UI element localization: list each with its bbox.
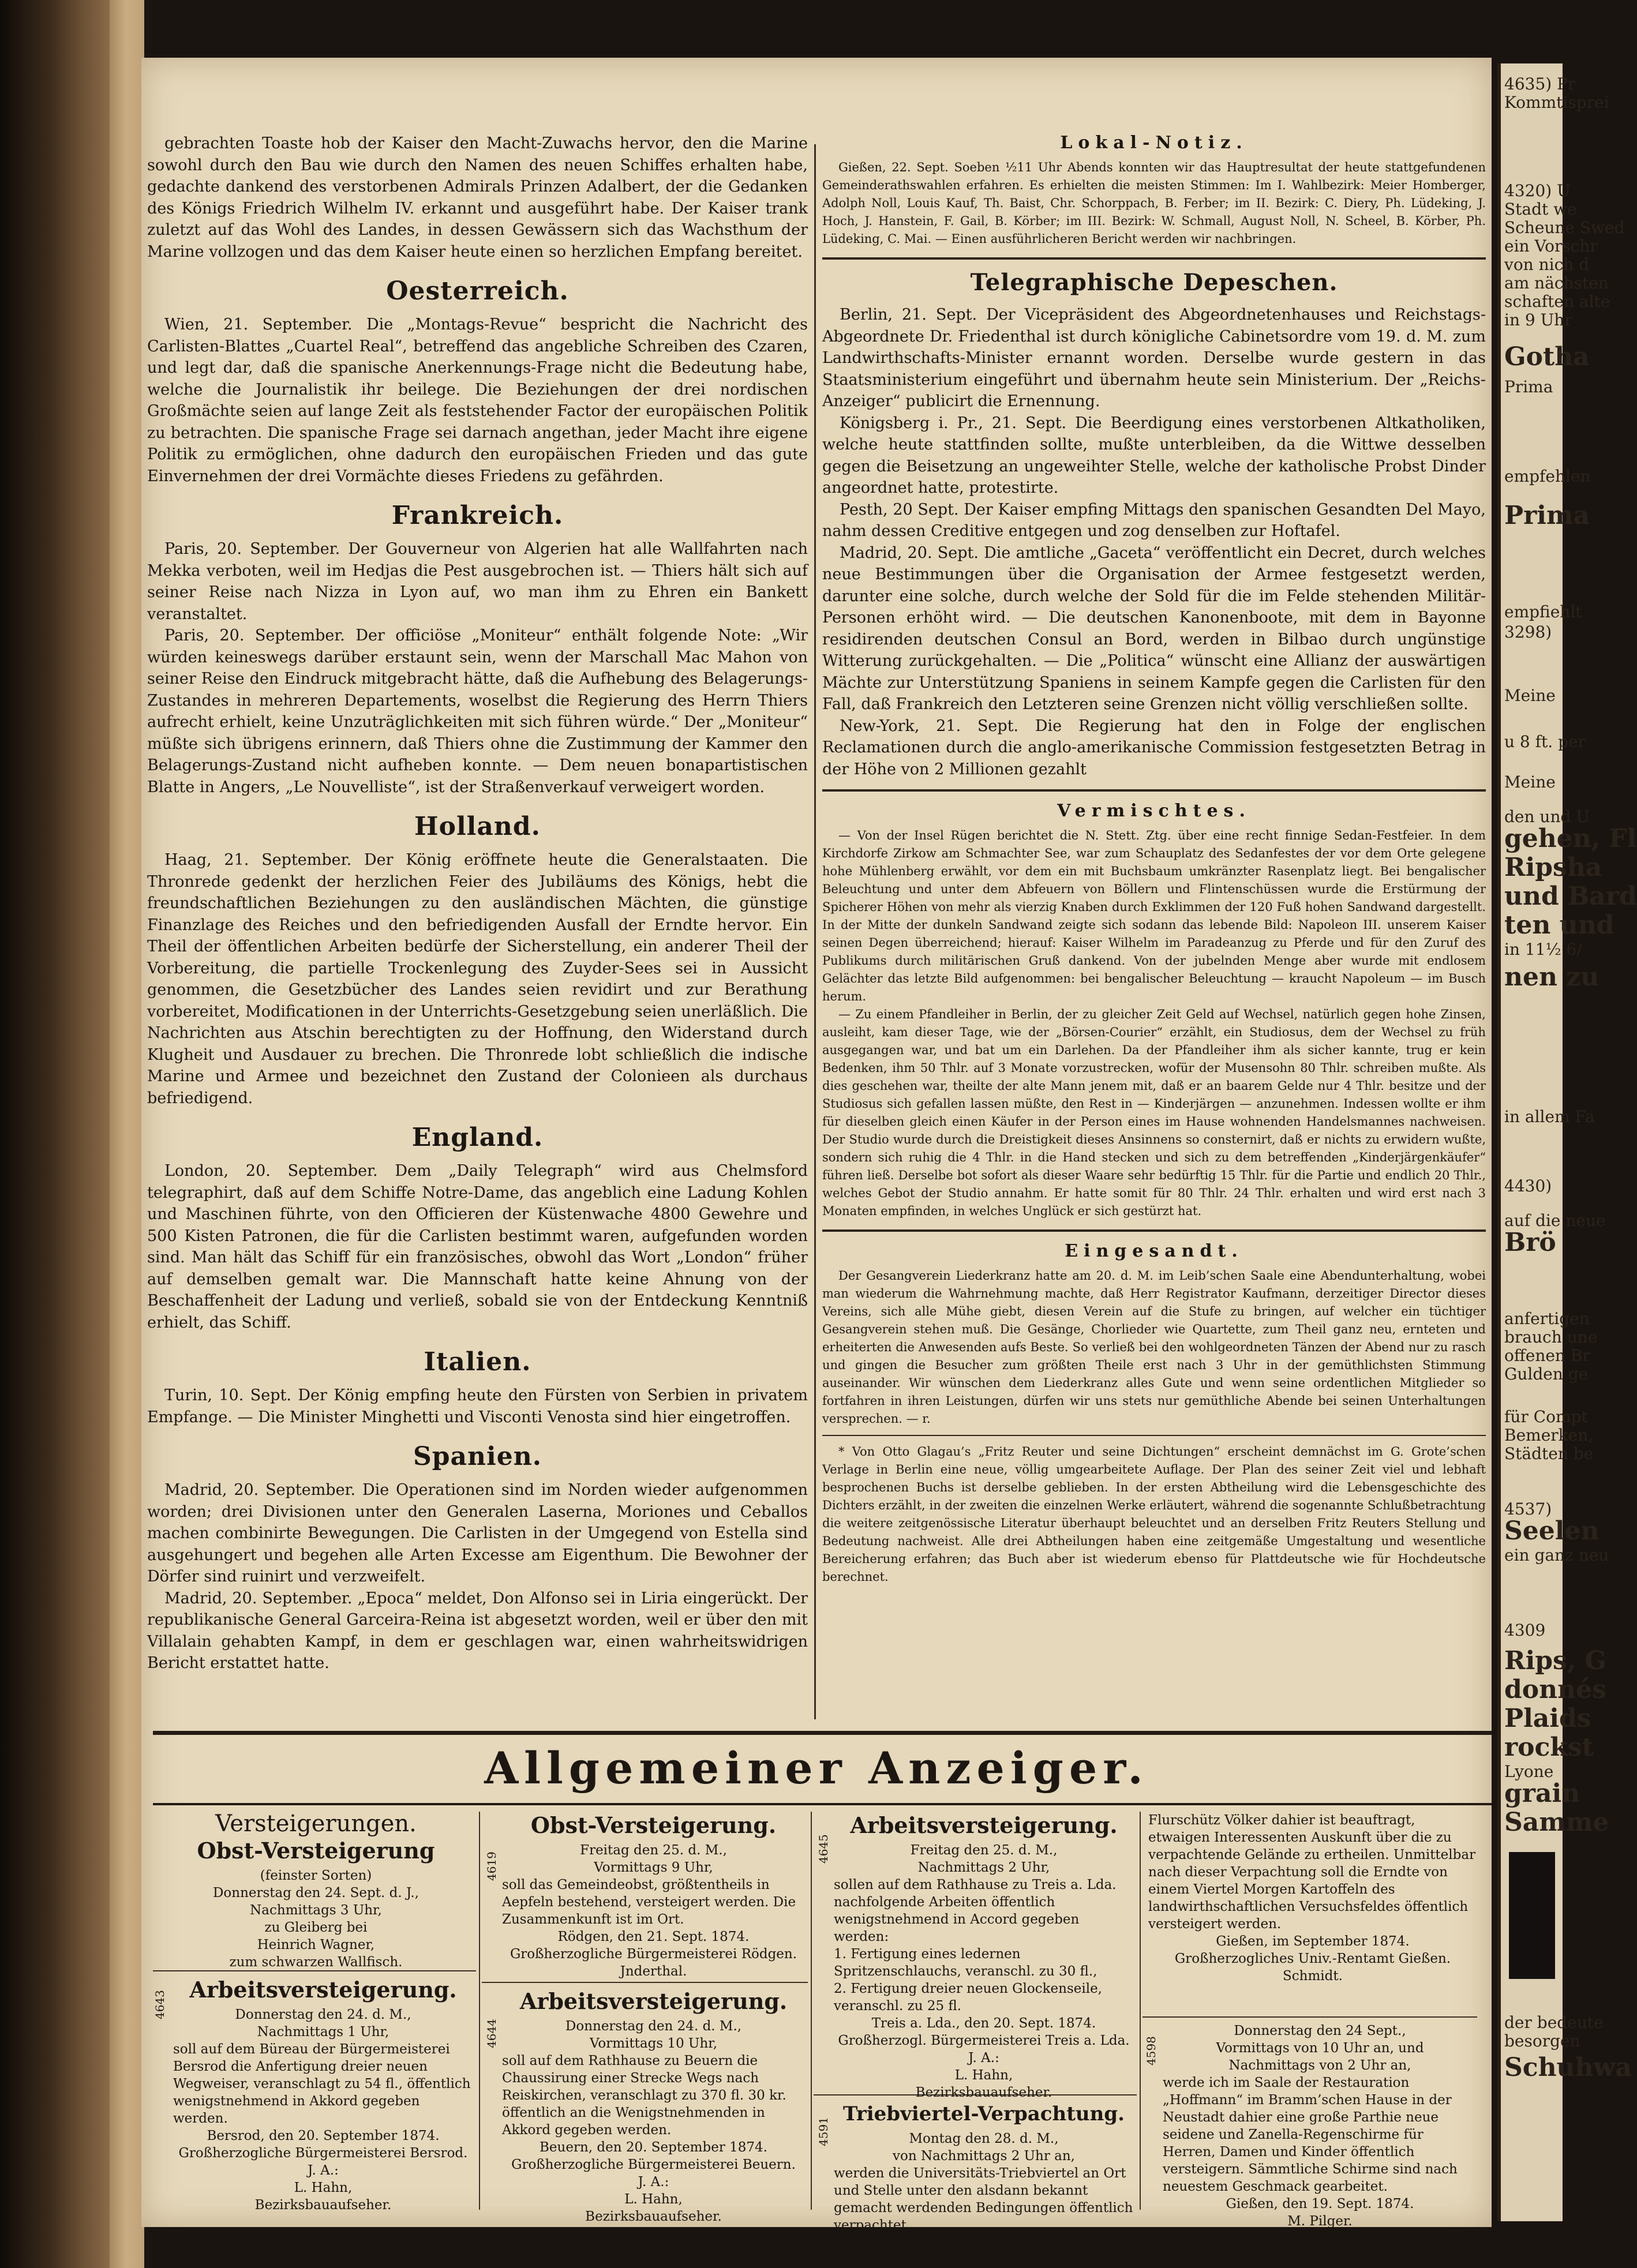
ad-line: Rödgen, den 21. Sept. 1874. [557,1929,750,1944]
article-turin: Turin, 10. Sept. Der König empfing heute den Fürsten von Serbien in privatem Empfange. — Die Minister Minghetti und Visconti Venosta sind hier eingetroffen. [147,1386,808,1426]
ad-line: J. A.: [968,2050,999,2065]
ad-line: Vormittags 10 Uhr, [589,2036,718,2051]
article-pfandleiher: — Zu einem Pfandleiher in Berlin, der zu gleicher Zeit Geld auf Wechsel, natürlich gegen hohe Zinsen, ausleiht, kam dieser Tage, wie der „Börsen-Courier“ erzählt, ein Studiosus, dem der Wechsel zu früh ausgegangen war, und bat um ein Darlehen. Da der Pfandleiher ihm als sicher kannte, trug er kein Bedenken, ihm 50 Thlr. auf 3 Monate vorzustrecken, wofür der Musensohn 80 Thlr. schreiben mußte. Als dies geschehen war, theilte der alte Mann jenem mit, daß er an baarem Gelde nur 4 Thlr. besitze und der Studiosus sich gefallen lassen müßte, den Rest in — Kinderjärgen — anzunehmen. Indessen wollte er ihm für dieselben gleich einen Käufer in der Person eines im Hause wohnenden Handelsmannes nachweisen. Der Studio wurde durch die Dreistigkeit dieses Ansinnens so consternirt, daß er nichts zu erwidern wußte, sondern sich ruhig die 4 Thlr. in die Hand stecken und sich zu dem betreffenden „Kinderjärgenkäufer“ führen ließ. Derselbe bot sofort als dieser Waare sehr bedürftig 15 Thlr. für die Partie und endlich 20 Thlr., welches Gebot der Studio annahm. Er hatte somit für 80 Thlr. 24 Thlr. erhalten und wird erst nach 3 Monaten empfinden, in welches Unglück er sich gestürzt hat. [822,1007,1486,1218]
fragment: Rips, G [1504,1646,1607,1675]
fragment: empfiehlt [1504,602,1582,621]
fragment: 4320) U [1504,181,1571,200]
ad-title: Triebviertel-Verpachtung. [843,2102,1125,2125]
fragment: 4537) [1504,1499,1552,1519]
anzeiger-bottom-rule [153,1803,1492,1805]
right-column [822,127,1486,1719]
ad-line: Großherzogliche Bürgermeisterei Beuern. [511,2157,796,2172]
fragment: ein ganz neu [1504,1546,1609,1565]
fragment: Kommtisprei [1504,93,1609,112]
ad-line: Großherzogl. Bürgermeisterei Treis a. Lda. [838,2033,1130,2048]
fragment: 4430) [1504,1176,1552,1195]
fragment: schaften alte [1504,292,1610,311]
fragment: auf die neue [1504,1211,1606,1230]
article-wien: Wien, 21. September. Die „Montags-Revue“ bespricht die Nachricht des Carlisten-Blattes „Cuartel Real“, betreffend das angebliche Schreiben des Czaren, und legt dar, daß die spanische Anerkennungs-Frage nicht die Bedeutung habe, welche die Journalistik ihr beilege. Die Beziehungen der drei nordischen Großmächte seien auf lange Zeit als feststehender Factor der europäischen Politik zu betrachten. Die spanische Frage sei darnach angethan, jeder Macht ihre eigene Politik zu ermöglichen, ohne dadurch den europäischen Frieden und das gute Einvernehmen der drei Vormächte dieses Friedens zu gefährden. [147,316,808,485]
fragment: Seelen [1504,1516,1599,1546]
newspaper-page [141,58,1492,2233]
fragment: Meine [1504,686,1556,705]
fragment: offenen Br [1504,1346,1590,1365]
ad-line: sollen auf dem Rathhause zu Treis a. Lda. nachfolgende Arbeiten öffentlich wenigstnehmend in Accord gegeben werden: [834,1877,1117,1944]
ad-title: Arbeitsversteigerung. [189,1977,457,2003]
ad-title: Arbeitsversteigerung. [519,1988,788,2014]
ad-flurschuetz-voelker [1148,1812,1477,2014]
ad-number: 4591 [816,2117,830,2146]
fragment: gehen, Fl [1504,824,1637,853]
anzeiger-top-rule [153,1731,1492,1735]
fragment: am nächsten [1504,273,1609,293]
ad-line: Nachmittags 2 Uhr, [917,1860,1050,1875]
ad-line: Gießen, im September 1874. [1216,1934,1410,1949]
article-liederkranz: Der Gesangverein Liederkranz hatte am 20. d. M. im Leib’schen Saale eine Abendunterhaltung, wobei man wiederum die Wahrnehmung machte, daß Herr Registrator Kaufmann, derzeitiger Director dieses Vereins, sich alle Mühe giebt, diesen Verein auf die Stufe zu bringen, auf welcher ein tüchtiger Gesangverein stehen muß. Die Gesänge, Chorlieder wie Quartette, zum Theil ganz neu, ernteten und erheiterten die Anwesenden aufs Beste. So verließ bei den wohlgeordneten Tänzen der Abend nur zu rasch und gingen die Besucher zum größten Theile erst nach 3 Uhr in der gemüthlichsten Stimmung auseinander. Wir wünschen dem Liederkranz alles Gute und wenn seine ordentlichen Mitglieder so fortfahren in ihren Leistungen, dürfen wir uns stets nur gemüthliche Abende bei seinen Unterhaltungen versprechen. — r. [822,1269,1486,1426]
fragment: Schuhwa [1504,2053,1632,2082]
article-ruegen: — Von der Insel Rügen berichtet die N. Stett. Ztg. über eine recht finnige Sedan-Festfeier. In dem Kirchdorfe Zirkow am Schmachter See, war zum Schauplatz des Sedanfestes der vor dem Orte gelegene hohe Mühlenberg erwählt, vor dem ein mit Buchsbaum umkränzter Rasenplatz liegt. Bei bengalischer Beleuchtung und unter dem Abfeuern von Böllern und Flintenschüssen wurde die Erstürmung der Spicherer Höhen von mehr als vierzig Knaben durch Exklimmen der 120 Fuß hohen Sandwand dargestellt. In der Mitte der dunkeln Sandwand zeigte sich sodann das lebende Bild: Napoleon III. unserem Kaiser seinen Degen überreichend; hierauf: Kaiser Wilhelm im Paradeanzug zu Pferde und für den Zuruf des Publikums durch militärischen Gruß dankend. Von der jubelnden Menge aber wurde mit endlosem Gelächter das letzte Bild aufgenommen: bei bengalischer Beleuchtung — kraucht Napoleum — im Busch herum. [822,829,1486,1003]
fragment: Städten be [1504,1444,1594,1463]
fragment: Gotha [1504,342,1590,372]
ad-line: Freitag den 25. d. M., [580,1843,727,1858]
ad-line: M. Pilger. [1287,2214,1353,2229]
fragment: der bedeute [1504,2013,1604,2032]
ad-triebviertel-verpachtung [834,2100,1134,2233]
fragment: den und U [1504,807,1590,826]
ad-line: Freitag den 25. d. M., [910,1843,1058,1858]
ad-obst-versteigerung-roedgen [502,1812,805,1979]
heading-eingesandt: Eingesandt. [1065,1241,1243,1261]
fragment: Plaids [1504,1704,1591,1733]
ad-line: Vormittags 9 Uhr, [594,1860,713,1875]
ad-line: Großherzogliche Bürgermeisterei Bersrod. [178,2146,468,2161]
page-edge [110,0,144,2268]
book-binding [0,0,110,2268]
dark-block [1509,1852,1555,1979]
article-madrid-2: Madrid, 20. September. „Epoca“ meldet, Don Alfonso sei in Liria eingerückt. Der republikanische General Garceira-Reina ist abgesetzt worden, weil er über den mit Villalain gehabten Kampf, in dem er geschlagen war, einen wahrheitswidrigen Bericht erstattet hatte. [147,1589,808,1672]
ad-line: Jnderthal. [620,1964,687,1979]
fragment: Lyone [1504,1762,1554,1781]
ad-line: soll das Gemeindeobst, größtentheils in Aepfeln bestehend, versteigert werden. Die Zusammenkunft ist im Ort. [502,1877,796,1927]
fragment: u 8 ft. per [1504,732,1586,751]
fragment: donnés [1504,1675,1606,1704]
ad-divider [1140,1812,1141,2210]
column-divider [814,144,816,1719]
fragment: rockst [1504,1733,1594,1762]
ad-line: Großherzogliches Univ.-Rentamt Gießen. [1174,1951,1451,1966]
ad-line: Gießen, den 19. Sept. 1874. [1226,2196,1414,2211]
ad-title: Obst-Versteigerung [197,1838,435,1864]
section-rule [822,1229,1486,1232]
ad-line: Beuern, den 20. September 1874. [540,2140,767,2155]
ad-line: Flurschütz Völker dahier ist beauftragt, etwaigen Interessenten Auskunft über die zu verpachtende Gelände zu ertheilen. Unmittelbar nach dieser Verpachtung soll die Erndte von einem Viertel Morgen Kartoffeln des landwirthschaftlichen Versuchsfeldes öffentlich versteigert werden. [1148,1813,1476,1932]
fragment: Ripsha [1504,853,1602,882]
ad-number: 4643 [153,1990,167,2019]
fragment: 4309 [1504,1621,1546,1640]
ad-line: werde ich im Saale der Restauration „Hoffmann“ im Bramm’schen Hause in der Neustadt dahier eine große Parthie neue seidene und Zanella-Regenschirme für Herren, Damen und Kinder öffentlich versteigern. Sämmtliche Schirme sind nach neuestem Geschmack gearbeitet. [1163,2075,1458,2194]
fragment: Stadt we [1504,200,1577,219]
ad-line: soll auf dem Rathhause zu Beuern die Chaussirung einer Strecke Wegs nach Reiskirchen, veranschlagt zu 370 fl. 30 kr. öffentlich an die Wenigstnehmenden in Akkord gegeben werden. [502,2053,786,2138]
ad-regenschirme-versteigerung [1163,2022,1477,2229]
article-paris-2: Paris, 20. September. Der officiöse „Moniteur“ enthält folgende Note: „Wir würden keineswegs darüber erstaunt sein, wenn der Marschall Mac Mahon von seiner Reise den Eindruck mitgebracht hätte, daß die Aufhebung des Belagerungs-Zustandes in mehreren Departements, woselbst die Regierung des Herrn Thiers aufrecht erhielt, keine Unzuträglichkeiten mit sich führen würde.“ Der „Moniteur“ müßte sich übrigens erinnern, daß Thiers ohne die Zustimmung der Kammer den Belagerungs-Zustand nicht aufheben konnte. — Dem neuen bonapartistischen Blatte in Angers, „Le Nouvelliste“, ist der Straßenverkauf verweigert worden. [147,627,808,796]
ad-title: Obst-Versteigerung. [530,1812,777,1838]
fragment: von nich d [1504,255,1590,274]
ad-divider [479,1812,480,2210]
ad-line: 1. Fertigung eines ledernen Spritzenschlauchs, veranschl. zu 30 fl., [834,1947,1097,1979]
section-rule [822,789,1486,792]
fragment: in allem Fa [1504,1107,1595,1126]
ad-line: Nachmittags 3 Uhr, [250,1903,382,1918]
heading-depeschen: Telegraphische Depeschen. [970,269,1338,296]
ad-line: Bersrod, den 20. September 1874. [207,2128,440,2143]
fragment: ten und [1504,910,1614,940]
heading-holland: Holland. [414,812,541,841]
ad-divider [1142,2016,1477,2018]
section-rule [822,1435,1486,1436]
ad-line: L. Hahn, [954,2068,1013,2083]
heading-italien: Italien. [424,1347,531,1377]
ad-line: Vormittags von 10 Uhr an, und [1216,2041,1424,2056]
article-newyork: New-York, 21. Sept. Die Regierung hat den in Folge der englischen Reclamationen durch die anglo-amerikanische Commission festgesetzten Betrag in der Höhe von 2 Millionen gezahlt [822,717,1486,778]
fragment: nen zu [1504,962,1599,992]
ad-line: Bezirksbauaufseher. [915,2085,1052,2100]
ad-line: zu Gleiberg bei [264,1920,368,1935]
article-koenigsberg: Königsberg i. Pr., 21. Sept. Die Beerdigung eines verstorbenen Altkatholiken, welche heute stattfinden sollte, mußte unterbleiben, da die Wittwe desselben gegen die Beisetzung an ungeweihter Stelle, welche der katholische Probst Dinder angeordnet hatte, protestirte. [822,414,1486,497]
ad-line: werden die Universitäts-Triebviertel an Ort und Stelle unter den alsdann bekannt gemacht werdenden Bedingungen öffentlich verpachtet. [834,2166,1133,2233]
fragment: grain [1504,1779,1580,1808]
fragment: anfertigen [1504,1309,1590,1328]
fragment: Brö [1504,1228,1556,1257]
fragment: Scheune Swed [1504,218,1625,237]
versteigerungen-heading: Versteigerungen. [215,1810,417,1837]
ad-number: 4619 [485,1851,499,1881]
article-berlin: Berlin, 21. Sept. Der Vicepräsident des Abgeordnetenhauses und Reichstags-Abgeordnete Dr. Friedenthal ist durch königliche Cabinetsordre vom 19. d. M. zum Landwirthschafts-Minister ernannt worden. Derselbe wurde gestern in das Staatsministerium eingeführt und übernahm heute sein Ministerium. Der „Reichs-Anzeiger“ publicirt die Ernennung. [822,306,1486,410]
ad-title: Arbeitsversteigerung. [850,1812,1118,1838]
fragment: brauch une [1504,1328,1598,1347]
ad-number: 4645 [816,1834,830,1864]
article-giessen: Gießen, 22. Sept. Soeben ½11 Uhr Abends konnten wir das Hauptresultat der heute stattgefundenen Gemeinderathswahlen erfahren. Es erhielten die meisten Stimmen: Im I. Wahlbezirk: Meier Homberger, Adolph Noll, Louis Kauf, Th. Baist, Chr. Schorppach, B. Ferber; im II. Bezirk: C. Diery, Ph. Lüdeking, J. Hoch, J. Hanstein, F. Gail, B. Körber; im III. Bezirk: W. Schmall, August Noll, N. Scheel, B. Körber, Ph. Lüdeking, C. Mai. — Einen ausführlicheren Bericht werden wir nachbringen. [822,160,1486,246]
intro-paragraph: gebrachten Toaste hob der Kaiser den Macht-Zuwachs hervor, den die Marine sowohl durch den Bau wie durch den Namen des neuen Schiffes erhalten habe, gedachte dankend des verstorbenen Admirals Prinzen Adalbert, der die Gedanken des Königs Friedrich Wilhelm IV. erkannt und ausgeführt habe. Der Kaiser trank zuletzt auf das Wohl des Landes, in dessen Gewässern sich das Wachsthum der Marine vollzogen und das dem Kaiser heute einen so herzlichen Empfang bereitet. [147,134,808,261]
ad-number: 4644 [485,2019,499,2048]
ad-divider [482,1982,808,1983]
article-london: London, 20. September. Dem „Daily Telegraph“ wird aus Chelmsford telegraphirt, daß auf dem Schiffe Notre-Dame, das angeblich eine Ladung Kohlen und Maschinen führte, von den Officieren der Küstenwache 4800 Gewehre und 500 Kisten Patronen, die für die Carlisten bestimmt waren, aufgefunden worden sind. Man hält das Schiff für ein französisches, obwohl das Wort „London“ früher auf demselben gemalt war. Die Mannschaft hatte keine Ahnung von der Beschaffenheit der Ladung und verließ, sobald sie von der Entdeckung Kenntniß erhielt, das Schiff. [147,1162,808,1332]
fragment: in 9 Uhr [1504,310,1572,329]
ad-line: Nachmittags von 2 Uhr an, [1228,2058,1411,2073]
fragment: empfehlen [1504,467,1591,486]
fragment: und Bard [1504,882,1637,911]
adjacent-page-edge [1497,63,1637,2221]
fragment: 3298) [1504,623,1552,642]
ad-line: 2. Fertigung dreier neuen Glockenseile, veranschl. zu 25 fl. [834,1981,1102,2014]
ad-line: Großherzogliche Bürgermeisterei Rödgen. [510,1947,797,1962]
ad-line: J. A.: [308,2163,339,2178]
left-column [147,133,808,1719]
heading-vermischtes: Vermischtes. [1057,801,1251,821]
article-glagau: * Von Otto Glagau’s „Fritz Reuter und seine Dichtungen“ erscheint demnächst im G. Grote’schen Verlage in Berlin eine neue, völlig umgearbeitete Auflage. Der Plan des seiner Zeit viel und lebhaft besprochenen Buchs ist derselbe geblieben. In der ersten Abtheilung wird die Lebensgeschichte des Dichters erzählt, in der zweiten die einzelnen Werke erläutert, während die sogenannte Schlußbetrachtung die weitere zeitgenössische Literatur überhaupt beleuchtet und an derselben Fritz Reuters Stellung und Bedeutung nachweist. Alle drei Abtheilungen haben eine zeitgemäße Umgestaltung und wesentliche Bereicherung erfahren; das Buch aber ist wiederum ebenso für Plattdeutsche wie für Hochdeutsche berechnet. [822,1445,1486,1584]
ad-line: zum schwarzen Wallfisch. [229,1955,403,1970]
heading-frankreich: Frankreich. [391,501,564,530]
ad-line: Donnerstag den 24. d. M., [235,2007,411,2022]
article-haag: Haag, 21. September. Der König eröffnete heute die Generalstaaten. Die Thronrede gedenkt der herzlichen Feier des Jubiläums des Königs, hebt die freundschaftlichen Beziehungen zu den ausländischen Mächten, die günstige Finanzlage des Reiches und den befriedigenden Ausfall der Erndte hervor. Ein Theil der öffentlichen Arbeiten bedürfe der Sicherstellung, ein anderer Theil der Vorbereitung, die partielle Trockenlegung des Zuyder-Sees sei in Aussicht genommen, die Gesetzbücher des Landes seien revidirt und zur Berathung vorbereitet, Modificationen in der Unterrichts-Gesetzgebung seien unerläßlich. Die Nachrichten aus Atschin berechtigten zu der Hoffnung, den Widerstand durch Klugheit und Ausdauer zu brechen. Die Thronrede lobt schließlich die indische Marine und Armee und bezeichnet den Zustand der Colonieen als durchaus befriedigend. [147,851,808,1107]
ad-line: L. Hahn, [624,2192,683,2207]
anzeiger-title: Allgemeiner Anzeiger. [484,1742,1149,1794]
fragment: 4635) Pr [1504,74,1576,93]
heading-england: England. [411,1123,544,1152]
ad-line: von Nachmittags 2 Uhr an, [893,2149,1075,2164]
fragment: in 11½ 6/ [1504,940,1582,959]
article-pesth: Pesth, 20 Sept. Der Kaiser empfing Mittags den spanischen Gesandten Del Mayo, nahm dessen Creditive entgegen und zog denselben zur Hoftafel. [822,500,1486,540]
heading-lokal-notiz: Lokal-Notiz. [1060,133,1248,153]
ad-arbeitsversteigerung-treis [834,1812,1134,2100]
ad-line: Donnerstag den 24. Sept. d. J., [212,1885,419,1900]
ad-line: J. A.: [638,2175,669,2190]
fragment: Gulden ge [1504,1364,1589,1384]
ad-line: L. Hahn, [294,2180,353,2195]
ad-line: Bezirksbauaufseher. [585,2209,722,2224]
ad-arbeitsversteigerung-bersrod [173,1976,473,2213]
heading-oesterreich: Oesterreich. [386,276,569,306]
heading-spanien: Spanien. [413,1442,542,1471]
ad-divider [811,1812,812,2210]
ad-line: Bezirksbauaufseher. [254,2198,392,2213]
ad-number: 4598 [1144,2036,1158,2065]
fragment: für Compt [1504,1407,1588,1426]
ad-line: Donnerstag den 24. d. M., [565,2019,742,2034]
fragment: Meine [1504,773,1556,792]
fragment: ein Vorschr [1504,237,1598,256]
fragment: Bemerken, [1504,1426,1594,1445]
ad-line: Nachmittags 1 Uhr, [257,2025,389,2040]
ad-line: Donnerstag den 24 Sept., [1234,2023,1406,2038]
article-madrid-1: Madrid, 20. September. Die Operationen sind im Norden wieder aufgenommen worden; drei Divisionen unter den Generalen Laserna, Moriones und Ceballos machen combinirte Bewegungen. Die Carlisten in der Umgegend von Estella sind ausgehungert und begehen alle Arten Excesse am Eigenthum. Die Bewohner der Dörfer sind ruinirt und verzweifelt. [147,1481,808,1585]
fragment: Prima [1504,377,1553,396]
fragment: Samme [1504,1808,1609,1837]
fragment: Prima [1504,501,1590,530]
section-rule [822,257,1486,260]
ad-arbeitsversteigerung-beuern [502,1988,805,2224]
fragment: besorgen [1504,2031,1580,2050]
ad-line: soll auf dem Büreau der Bürgermeisterei Bersrod die Anfertigung dreier neuen Wegweiser, veranschlagt zu 54 fl., öffentlich wenigstnehmend in Akkord gegeben werden. [173,2042,471,2126]
article-madrid: Madrid, 20. Sept. Die amtliche „Gaceta“ veröffentlicht ein Decret, durch welches neue Bestimmungen über die Organisation der Armee festgesetzt werden, darunter eine solche, durch welche der Sold für die im Felde stehenden Militär-Personen erhöht wird. — Die deutschen Kanonenboote, mit dem in Bayonne residirenden deutschen Consul an Bord, werden in Bilbao durch ungünstige Witterung zurückgehalten. — Die „Politica“ wünscht eine Allianz der auswärtigen Mächte zur Unterstützung Spaniens in seinem Kampfe gegen die Carlisten für den Fall, daß Frankreich den Letzteren seine Grenzen nicht völlig verschließen sollte. [822,543,1486,713]
ad-obst-versteigerung-1 [159,1810,473,1970]
ad-line: Schmidt. [1283,1969,1343,1984]
ad-line: (feinster Sorten) [260,1868,372,1883]
ad-line: Montag den 28. d. M., [909,2131,1059,2146]
article-paris-1: Paris, 20. September. Der Gouverneur von Algerien hat alle Wallfahrten nach Mekka verboten, weil im Hedjas die Pest ausgebrochen ist. — Thiers hält sich auf seiner Reise nach Nizza in Lyon auf, wo man ihm zu Ehren ein Bankett veranstaltet. [147,540,808,623]
ad-line: Heinrich Wagner, [257,1937,375,1952]
ad-line: Treis a. Lda., den 20. Sept. 1874. [871,2016,1096,2031]
